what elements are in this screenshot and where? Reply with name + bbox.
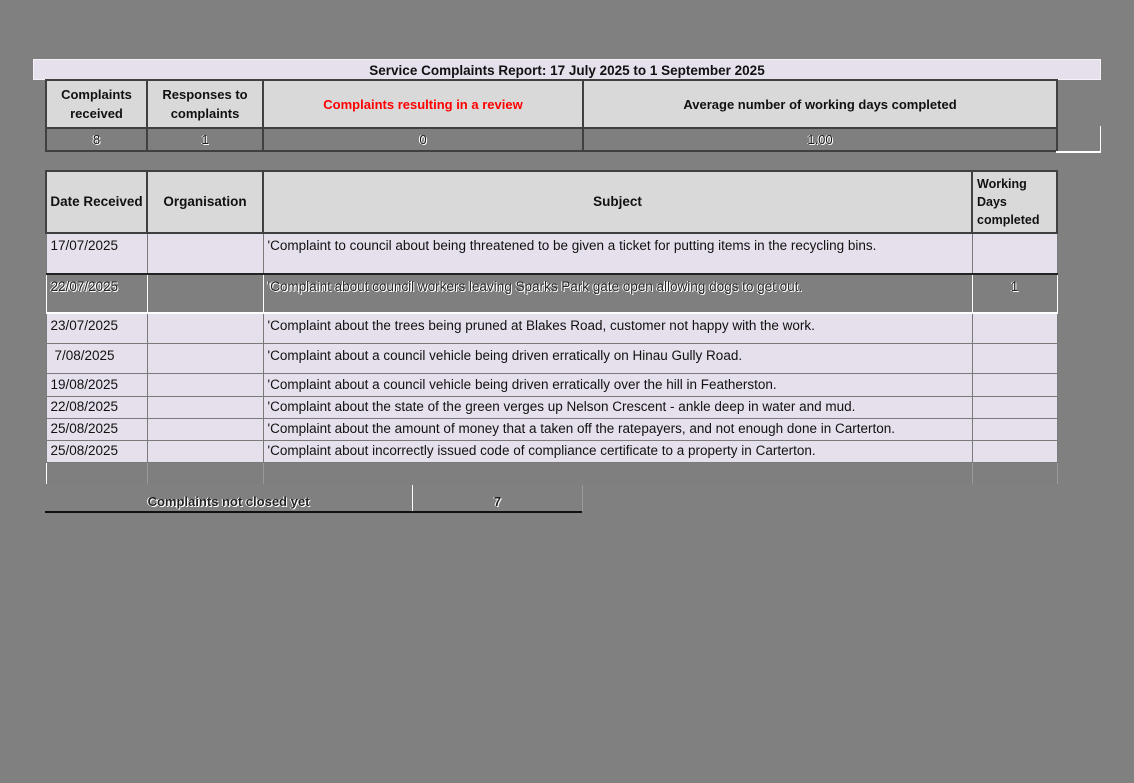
table-row — [46, 343, 1057, 373]
cell-empty[interactable] — [263, 462, 972, 484]
not-closed-label: Complaints not closed yet — [45, 485, 413, 511]
table-row-empty — [46, 462, 1057, 484]
cell-subject[interactable]: 'Complaint about the state of the green verges up Nelson Crescent - ankle deep in water and mud. — [263, 396, 972, 418]
cell-organisation[interactable] — [147, 233, 263, 274]
cell-date[interactable]: 23/07/2025 — [46, 313, 147, 343]
cell-subject[interactable]: 'Complaint about council workers leaving Sparks Park gate open allowing dogs to get out. — [263, 274, 972, 313]
header-responses: Responses to complaints — [147, 80, 263, 128]
cell-border-mark — [1056, 126, 1101, 153]
cell-working-days[interactable] — [972, 373, 1057, 396]
cell-date[interactable]: 7/08/2025 — [46, 343, 147, 373]
cell-working-days[interactable] — [972, 418, 1057, 440]
cell-subject[interactable]: 'Complaint about the trees being pruned at Blakes Road, customer not happy with the work. — [263, 313, 972, 343]
cell-date[interactable]: 22/08/2025 — [46, 396, 147, 418]
summary-value-row — [46, 128, 1057, 151]
cell-organisation[interactable] — [147, 396, 263, 418]
table-row — [46, 313, 1057, 343]
cell-organisation[interactable] — [147, 373, 263, 396]
report-title: Service Complaints Report: 17 July 2025 to 1 September 2025 — [33, 59, 1101, 80]
cell-organisation[interactable] — [147, 343, 263, 373]
table-row — [46, 396, 1057, 418]
header-complaints-received: Complaints received — [46, 80, 147, 128]
cell-working-days[interactable]: 1 — [972, 274, 1057, 313]
complaints-header-row — [46, 171, 1057, 233]
cell-working-days[interactable] — [972, 396, 1057, 418]
value-average-days[interactable]: 1.00 — [583, 128, 1057, 151]
table-row — [46, 418, 1057, 440]
cell-organisation[interactable] — [147, 274, 263, 313]
summary-header-row — [46, 80, 1057, 128]
cell-subject[interactable]: 'Complaint about a council vehicle being driven erratically on Hinau Gully Road. — [263, 343, 972, 373]
value-complaints-received[interactable]: 8 — [46, 128, 147, 151]
not-closed-value[interactable]: 7 — [413, 485, 583, 511]
cell-date[interactable]: 17/07/2025 — [46, 233, 147, 274]
header-working-days: Working Days completed — [972, 171, 1057, 233]
cell-organisation[interactable] — [147, 418, 263, 440]
table-row-selected — [46, 274, 1057, 313]
cell-working-days[interactable] — [972, 440, 1057, 462]
cell-empty[interactable] — [46, 462, 147, 484]
cell-date[interactable]: 25/08/2025 — [46, 440, 147, 462]
header-organisation: Organisation — [147, 171, 263, 233]
table-row — [46, 373, 1057, 396]
cell-subject[interactable]: 'Complaint about a council vehicle being driven erratically over the hill in Featherston. — [263, 373, 972, 396]
cell-date[interactable]: 22/07/2025 — [46, 274, 147, 313]
header-average-days: Average number of working days completed — [583, 80, 1057, 128]
cell-working-days[interactable] — [972, 233, 1057, 274]
cell-organisation[interactable] — [147, 313, 263, 343]
cell-subject[interactable]: 'Complaint about the amount of money that a taken off the ratepayers, and not enough done in Carterton. — [263, 418, 972, 440]
cell-subject[interactable]: 'Complaint about incorrectly issued code of compliance certificate to a property in Carterton. — [263, 440, 972, 462]
table-row — [46, 440, 1057, 462]
cell-organisation[interactable] — [147, 440, 263, 462]
summary-table — [45, 79, 1058, 152]
not-closed-summary — [45, 485, 582, 513]
cell-empty[interactable] — [972, 462, 1057, 484]
header-subject: Subject — [263, 171, 972, 233]
header-review: Complaints resulting in a review — [263, 80, 583, 128]
header-date: Date Received — [46, 171, 147, 233]
cell-working-days[interactable] — [972, 343, 1057, 373]
table-row — [46, 233, 1057, 274]
cell-empty[interactable] — [147, 462, 263, 484]
cell-date[interactable]: 25/08/2025 — [46, 418, 147, 440]
value-responses[interactable]: 1 — [147, 128, 263, 151]
value-review[interactable]: 0 — [263, 128, 583, 151]
cell-subject[interactable]: 'Complaint to council about being threatened to be given a ticket for putting items in the recycling bins. — [263, 233, 972, 274]
cell-working-days[interactable] — [972, 313, 1057, 343]
complaints-table — [45, 170, 1058, 484]
cell-date[interactable]: 19/08/2025 — [46, 373, 147, 396]
